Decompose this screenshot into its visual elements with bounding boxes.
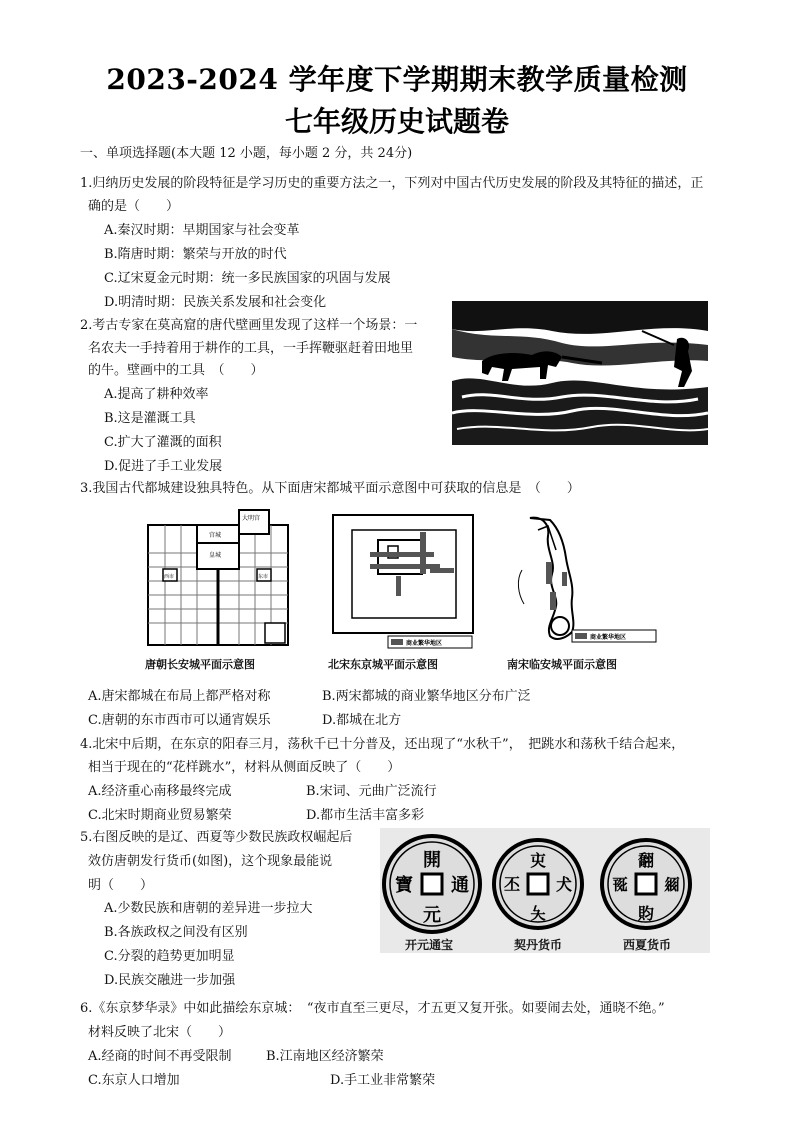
q5-stem: 5.右图反映的是辽、西夏等少数民族政权崛起后	[80, 830, 353, 845]
q1-option-a: A.秦汉时期：早期国家与社会变革	[104, 223, 300, 238]
changan-map	[145, 505, 295, 650]
q2-stem: 2.考古专家在莫高窟的唐代壁画里发现了这样一个场景：一	[80, 318, 418, 333]
coin3-char-bottom: 䝧	[637, 904, 655, 923]
q4-option-a: A.经济重心南移最终完成	[88, 784, 232, 799]
map3-legend-label: 商业繁华地区	[590, 634, 627, 641]
q3-option-a: A.唐宋都城在布局上都严格对称	[88, 689, 271, 704]
coin2-char-top: 㐪	[529, 851, 547, 870]
coin1-char-right: 通	[451, 875, 469, 896]
coin3-char-left: 𗀔	[611, 875, 629, 894]
kaifeng-map	[330, 512, 480, 652]
q4-stem-cont: 相当于现在的“花样跳水”，材料从侧面反映了（ ）	[88, 760, 401, 775]
q6-stem: 6.《东京梦华录》中如此描绘东京城： “夜市直至三更尽，才五更又复开张。如要闹去处，通晓不绝。”	[80, 1001, 665, 1016]
mural-image	[452, 301, 708, 445]
coin-qidan	[494, 840, 582, 928]
map1-label-xishi: 西市	[164, 574, 175, 580]
map2-legend-label: 商业繁华地区	[406, 640, 443, 647]
q3-stem: 3.我国古代都城建设独具特色。从下面唐宋都城平面示意图中可获取的信息是 （ ）	[80, 481, 580, 496]
q5-option-c: C.分裂的趋势更加明显	[104, 949, 235, 964]
q5-stem-cont1: 效仿唐朝发行货币(如图)，这个现象最能说	[88, 854, 333, 869]
q2-stem-cont2: 的牛。壁画中的工具 （ ）	[88, 363, 264, 378]
section-heading: 一、单项选择题(本大题 12 小题，每小题 2 分，共 24分)	[80, 146, 413, 161]
q1-option-b: B.隋唐时期：繁荣与开放的时代	[104, 247, 287, 262]
q1-stem: 1.归纳历史发展的阶段特征是学习历史的重要方法之一，下列对中国古代历史发展的阶段及其特征的描述，正	[80, 176, 704, 191]
map1-label-gongcheng: 宫城	[209, 532, 222, 539]
map1-caption: 唐朝长安城平面示意图	[145, 658, 255, 671]
coin1-caption: 开元通宝	[405, 938, 454, 952]
q1-option-c: C.辽宋夏金元时期：统一多民族国家的巩固与发展	[104, 271, 391, 286]
q1-stem-cont: 确的是（ ）	[88, 199, 180, 214]
q6-option-a: A.经商的时间不再受限制	[88, 1049, 232, 1064]
coin1-char-left: 寶	[395, 875, 413, 896]
q2-option-b: B.这是灌溉工具	[104, 411, 196, 426]
coin1-char-top: 開	[423, 850, 441, 871]
q5-stem-cont2: 明（ ）	[88, 878, 154, 893]
q4-option-d: D.都市生活丰富多彩	[306, 808, 425, 823]
q2-stem-cont1: 名农夫一手持着用于耕作的工具，一手挥鞭驱赶着田地里	[88, 341, 414, 356]
map1-label-dongshi: 东市	[258, 574, 269, 580]
q5-option-a: A.少数民族和唐朝的差异进一步拉大	[104, 901, 313, 916]
q4-option-c: C.北宋时期商业贸易繁荣	[88, 808, 232, 823]
q2-option-a: A.提高了耕种效率	[104, 387, 209, 402]
q6-option-c: C.东京人口增加	[88, 1073, 180, 1088]
coin2-char-left: 丕	[503, 875, 521, 894]
q1-option-d: D.明清时期：民族关系发展和社会变化	[104, 295, 327, 310]
q4-option-b: B.宋词、元曲广泛流行	[306, 784, 437, 799]
q2-option-d: D.促进了手工业发展	[104, 459, 223, 474]
q4-stem: 4.北宋中后期，在东京的阳春三月，荡秋千已十分普及，还出现了“水秋千”， 把跳水和荡秋千结合起来，	[80, 737, 685, 752]
coin3-caption: 西夏货币	[623, 938, 672, 952]
q3-option-c: C.唐朝的东市西市可以通宵娱乐	[88, 713, 271, 728]
coin3-char-top: 䎗	[637, 851, 655, 870]
q5-option-d: D.民族交融进一步加强	[104, 973, 236, 988]
coin2-char-right: 犬	[555, 875, 573, 894]
q6-option-b: B.江南地区经济繁荣	[266, 1049, 384, 1064]
exam-title: 2023-2024 学年度下学期期末教学质量检测	[106, 63, 688, 96]
map3-caption: 南宋临安城平面示意图	[507, 658, 617, 671]
q3-option-b: B.两宋都城的商业繁华地区分布广泛	[322, 689, 531, 704]
coins-figure	[380, 828, 710, 953]
q6-stem-cont: 材料反映了北宋（ ）	[88, 1025, 232, 1040]
q5-option-b: B.各族政权之间没有区别	[104, 925, 248, 940]
exam-subtitle: 七年级历史试题卷	[284, 105, 509, 138]
coin-xixia	[602, 840, 690, 928]
map2-caption: 北宋东京城平面示意图	[328, 658, 438, 671]
q6-option-d: D.手工业非常繁荣	[330, 1073, 436, 1088]
coin1-char-bottom: 元	[423, 905, 441, 926]
linan-map	[510, 510, 670, 652]
q3-option-d: D.都城在北方	[322, 713, 402, 728]
q2-option-c: C.扩大了灌溉的面积	[104, 435, 222, 450]
map1-label-huangcheng: 皇城	[209, 552, 222, 559]
coin3-char-right: 𗥃	[663, 875, 681, 894]
map1-label-daminggong: 大明宫	[242, 515, 261, 522]
coin-kaiyuan	[384, 836, 480, 932]
coin2-caption: 契丹货币	[514, 938, 563, 952]
coin2-char-bottom: 夨	[529, 904, 547, 923]
